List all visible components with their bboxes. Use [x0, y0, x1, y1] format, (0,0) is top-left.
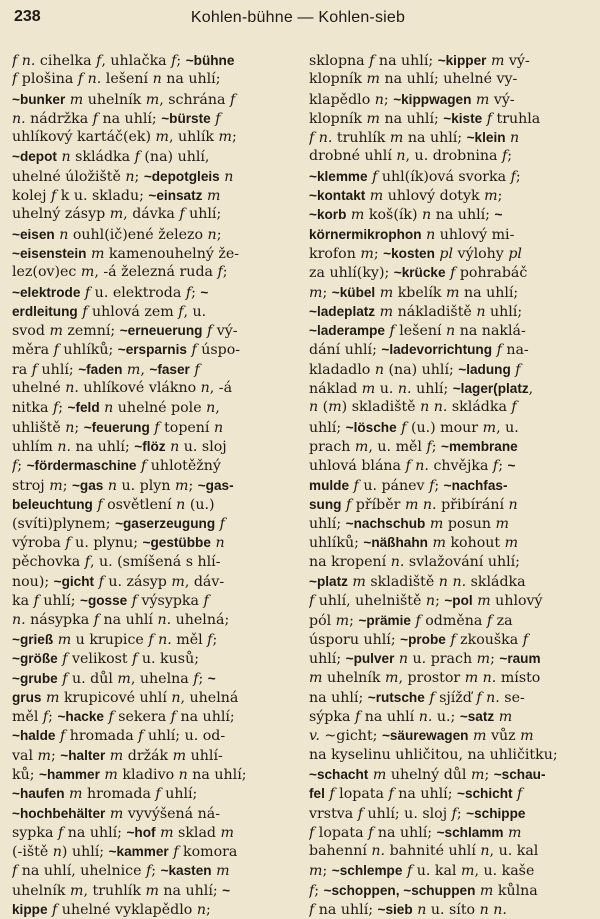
- entry-line: n. nádržka f na uhlí; ~bürste f: [12, 110, 221, 127]
- entry-line: uhelné úložiště n; ~depotgleis n: [12, 168, 234, 185]
- entry-line: ~laderampe f lešení n na naklá-: [309, 323, 526, 340]
- entry-line: ~platz m skladiště n n. skládka: [309, 574, 526, 591]
- entry-line: kladadlo n (na) uhlí; ~ladung f: [309, 361, 521, 378]
- entry-line: n. násypka f na uhlí n. uhelná;: [12, 611, 230, 628]
- entry-line: erdleitung f uhlová zem f, u.: [12, 303, 207, 320]
- entry-line: fel f lopata f na uhlí; ~schicht f: [309, 786, 523, 803]
- left-column: [12, 51, 287, 919]
- entry-line: krofon m; ~kosten pl výlohy pl: [309, 245, 522, 262]
- entry-line: ~klemme f uhl(ík)ová svorka f;: [309, 168, 521, 185]
- entry-line: měra f uhlíků; ~ersparnis f úspo-: [12, 342, 241, 359]
- entry-line: na kropení n. svlažování uhlí;: [309, 553, 520, 570]
- entry-line: pól m; ~prämie f odměna f za: [309, 612, 513, 629]
- entry-line: (-iště n) uhlí; ~kammer f komora: [12, 844, 238, 861]
- entry-line: f plošina f n. lešení n na uhlí;: [12, 71, 221, 88]
- entry-line: ~schacht m uhelný důl m; ~schau-: [309, 766, 546, 783]
- entry-line: uhlí; ~nachschub m posun m: [309, 516, 509, 533]
- entry-line: uhlíkový kartáč(ek) m, uhlík m;: [12, 129, 237, 146]
- entry-line: klapědlo n; ~kippwagen m vý-: [309, 91, 515, 108]
- entry-line: ~eisen n ouhl(ič)ené železo n;: [12, 226, 222, 243]
- entry-line: mulde f u. pánev f; ~nachfas-: [309, 477, 508, 494]
- entry-line: uhlí; ~pulver n u. prach m; ~raum: [309, 651, 541, 668]
- entry-line: körnermikrophon n uhlový mi-: [309, 226, 515, 243]
- entry-line: sklopna f na uhlí; ~kipper m vý-: [309, 53, 530, 69]
- entry-line: ~grube f u. důl m, uhelna f; ~: [12, 670, 216, 687]
- entry-line: sýpka f na uhlí n. u.; ~satz m: [309, 709, 513, 726]
- entry-line: ~hochbehälter m vyvýšená ná-: [12, 805, 221, 822]
- entry-line: za uhlí(ky); ~krücke f pohrabáč: [309, 265, 528, 282]
- entry-line: ků; ~hammer m kladivo n na uhlí;: [12, 766, 247, 783]
- entry-line: f na uhlí; ~sieb n u. síto n n.: [309, 902, 507, 919]
- entry-line: ~kontakt m uhlový dotyk m;: [309, 188, 503, 205]
- right-column: [309, 51, 584, 919]
- entry-line: bahenní n. bahnité uhlí n, u. kal: [309, 843, 539, 860]
- entry-line: ~korb m koš(ík) n na uhlí; ~: [309, 207, 503, 224]
- entry-line: f n. cihelka f, uhlačka f; ~bühne: [12, 53, 235, 69]
- entry-line: výroba f u. plynu; ~gestübbe n: [12, 535, 225, 552]
- entry-line: val m; ~halter m držák m uhlí-: [12, 747, 223, 764]
- entry-line: uhlová blána f n. chvějka f; ~: [309, 458, 516, 475]
- entry-line: kolej f k u. skladu; ~einsatz m: [12, 188, 221, 205]
- entry-line: klopník m na uhlí; ~kiste f truhla: [309, 110, 541, 127]
- entry-line: uhelný zásyp m, dávka f uhlí;: [12, 206, 222, 223]
- entry-line: náklad m u. n. uhlí; ~lager(platz,: [309, 381, 534, 398]
- entry-line: nitka f; ~feld n uhelné pole n,: [12, 400, 220, 417]
- entry-line: prach m, u. měl f; ~membrane: [309, 438, 518, 455]
- entry-line: drobné uhlí n, u. drobnina f;: [309, 148, 513, 165]
- entry-line: kippe f uhelné vyklapědlo n;: [12, 902, 211, 919]
- running-head: Kohlen-bühne — Kohlen-sieb: [190, 9, 406, 26]
- entry-line: ~halde f hromada f uhlí; u. od-: [12, 728, 226, 745]
- entry-line: ~grieß m u krupice f n. měl f;: [12, 631, 218, 648]
- entry-line: ~eisenstein m kamenouhelný že-: [12, 245, 240, 262]
- page-header: [14, 6, 582, 36]
- entry-line: uhlí; ~lösche f (u.) mour m, u.: [309, 419, 519, 436]
- entry-line: ~haufen m hromada f uhlí;: [12, 786, 198, 803]
- entry-line: klopník m na uhlí; uhelné vy-: [309, 71, 518, 88]
- entry-line: uhlím n. na uhlí; ~flöz n u. sloj: [12, 438, 227, 455]
- entry-line: ~elektrode f u. elektroda f; ~: [12, 284, 209, 301]
- entry-line: svod m zemní; ~erneuerung f vý-: [12, 323, 238, 340]
- entry-line: m; ~kübel m kbelík m na uhlí;: [309, 284, 519, 301]
- entry-line: dání uhlí; ~ladevorrichtung f na-: [309, 342, 529, 359]
- entry-line: (svíti)plynem; ~gaserzeugung f: [12, 516, 225, 533]
- entry-line: ~bunker m uhelník m, schrána f: [12, 91, 236, 108]
- entry-line: ka f uhlí; ~gosse f výsypka f: [12, 593, 209, 610]
- entry-line: uhliště n; ~feuerung f topení n: [12, 419, 224, 436]
- entry-line: stroj m; ~gas n u. plyn m; ~gas-: [12, 477, 234, 494]
- entry-line: lez(ov)ec m, -á železná ruda f;: [12, 264, 228, 281]
- entry-line: sung f příběr m n. přibírání n: [309, 496, 518, 513]
- entry-line: vrstva f uhlí; u. sloj f; ~schippe: [309, 805, 526, 822]
- entry-line: f; ~fördermaschine f uhlotěžný: [12, 458, 221, 475]
- entry-line: f n. truhlík m na uhlí; ~klein n: [309, 130, 520, 147]
- entry-line: nou); ~gicht f u. zásyp m, dáv-: [12, 574, 225, 591]
- entry-line: beleuchtung f osvětlení n (u.): [12, 496, 215, 513]
- entry-line: na uhlí; ~rutsche f sjížď f n. se-: [309, 689, 525, 706]
- entry-line: m; ~schlempe f u. kal m, u. kaše: [309, 863, 535, 880]
- page-number: 238: [14, 8, 41, 25]
- entry-line: úsporu uhlí; ~probe f zkouška f: [309, 631, 528, 648]
- entry-line: grus m krupicové uhlí n, uhelná: [12, 689, 239, 706]
- entry-line: n (m) skladiště n n. skládka f: [309, 399, 517, 416]
- entry-line: uhlíků; ~näßhahn m kohout m: [309, 535, 519, 552]
- entry-line: pěchovka f, u. (smíšená s hlí-: [12, 553, 221, 570]
- entry-line: ~ladeplatz m nákladiště n uhlí;: [309, 303, 523, 320]
- entry-line: sypka f na uhlí; ~hof m sklad m: [12, 824, 234, 841]
- entry-line: měl f; ~hacke f sekera f na uhlí;: [12, 709, 235, 726]
- entry-line: ~depot n skládka f (na) uhlí,: [12, 149, 210, 166]
- entry-line: f uhlí, uhelniště n; ~pol m uhlový: [309, 593, 543, 610]
- entry-line: uhelník m, truhlík m na uhlí; ~: [12, 882, 231, 899]
- entry-line: na kyselinu uhličitou, na uhličitku;: [309, 746, 558, 763]
- entry-line: v. ~gicht; ~säurewagen m vůz m: [309, 728, 534, 745]
- entry-line: ~größe f velikost f u. kusů;: [12, 651, 199, 668]
- entry-line: f lopata f na uhlí; ~schlamm m: [309, 824, 522, 841]
- entry-line: m uhelník m, prostor m n. místo: [309, 669, 541, 686]
- entry-line: ra f uhlí; ~faden m, ~faser f: [12, 361, 200, 378]
- entry-line: uhelné n. uhlíkové vlákno n, -á: [12, 380, 233, 397]
- entry-line: f; ~schoppen, ~schuppen m kůlna: [309, 882, 538, 899]
- entry-line: f na uhlí, uhelnice f; ~kasten m: [12, 863, 230, 880]
